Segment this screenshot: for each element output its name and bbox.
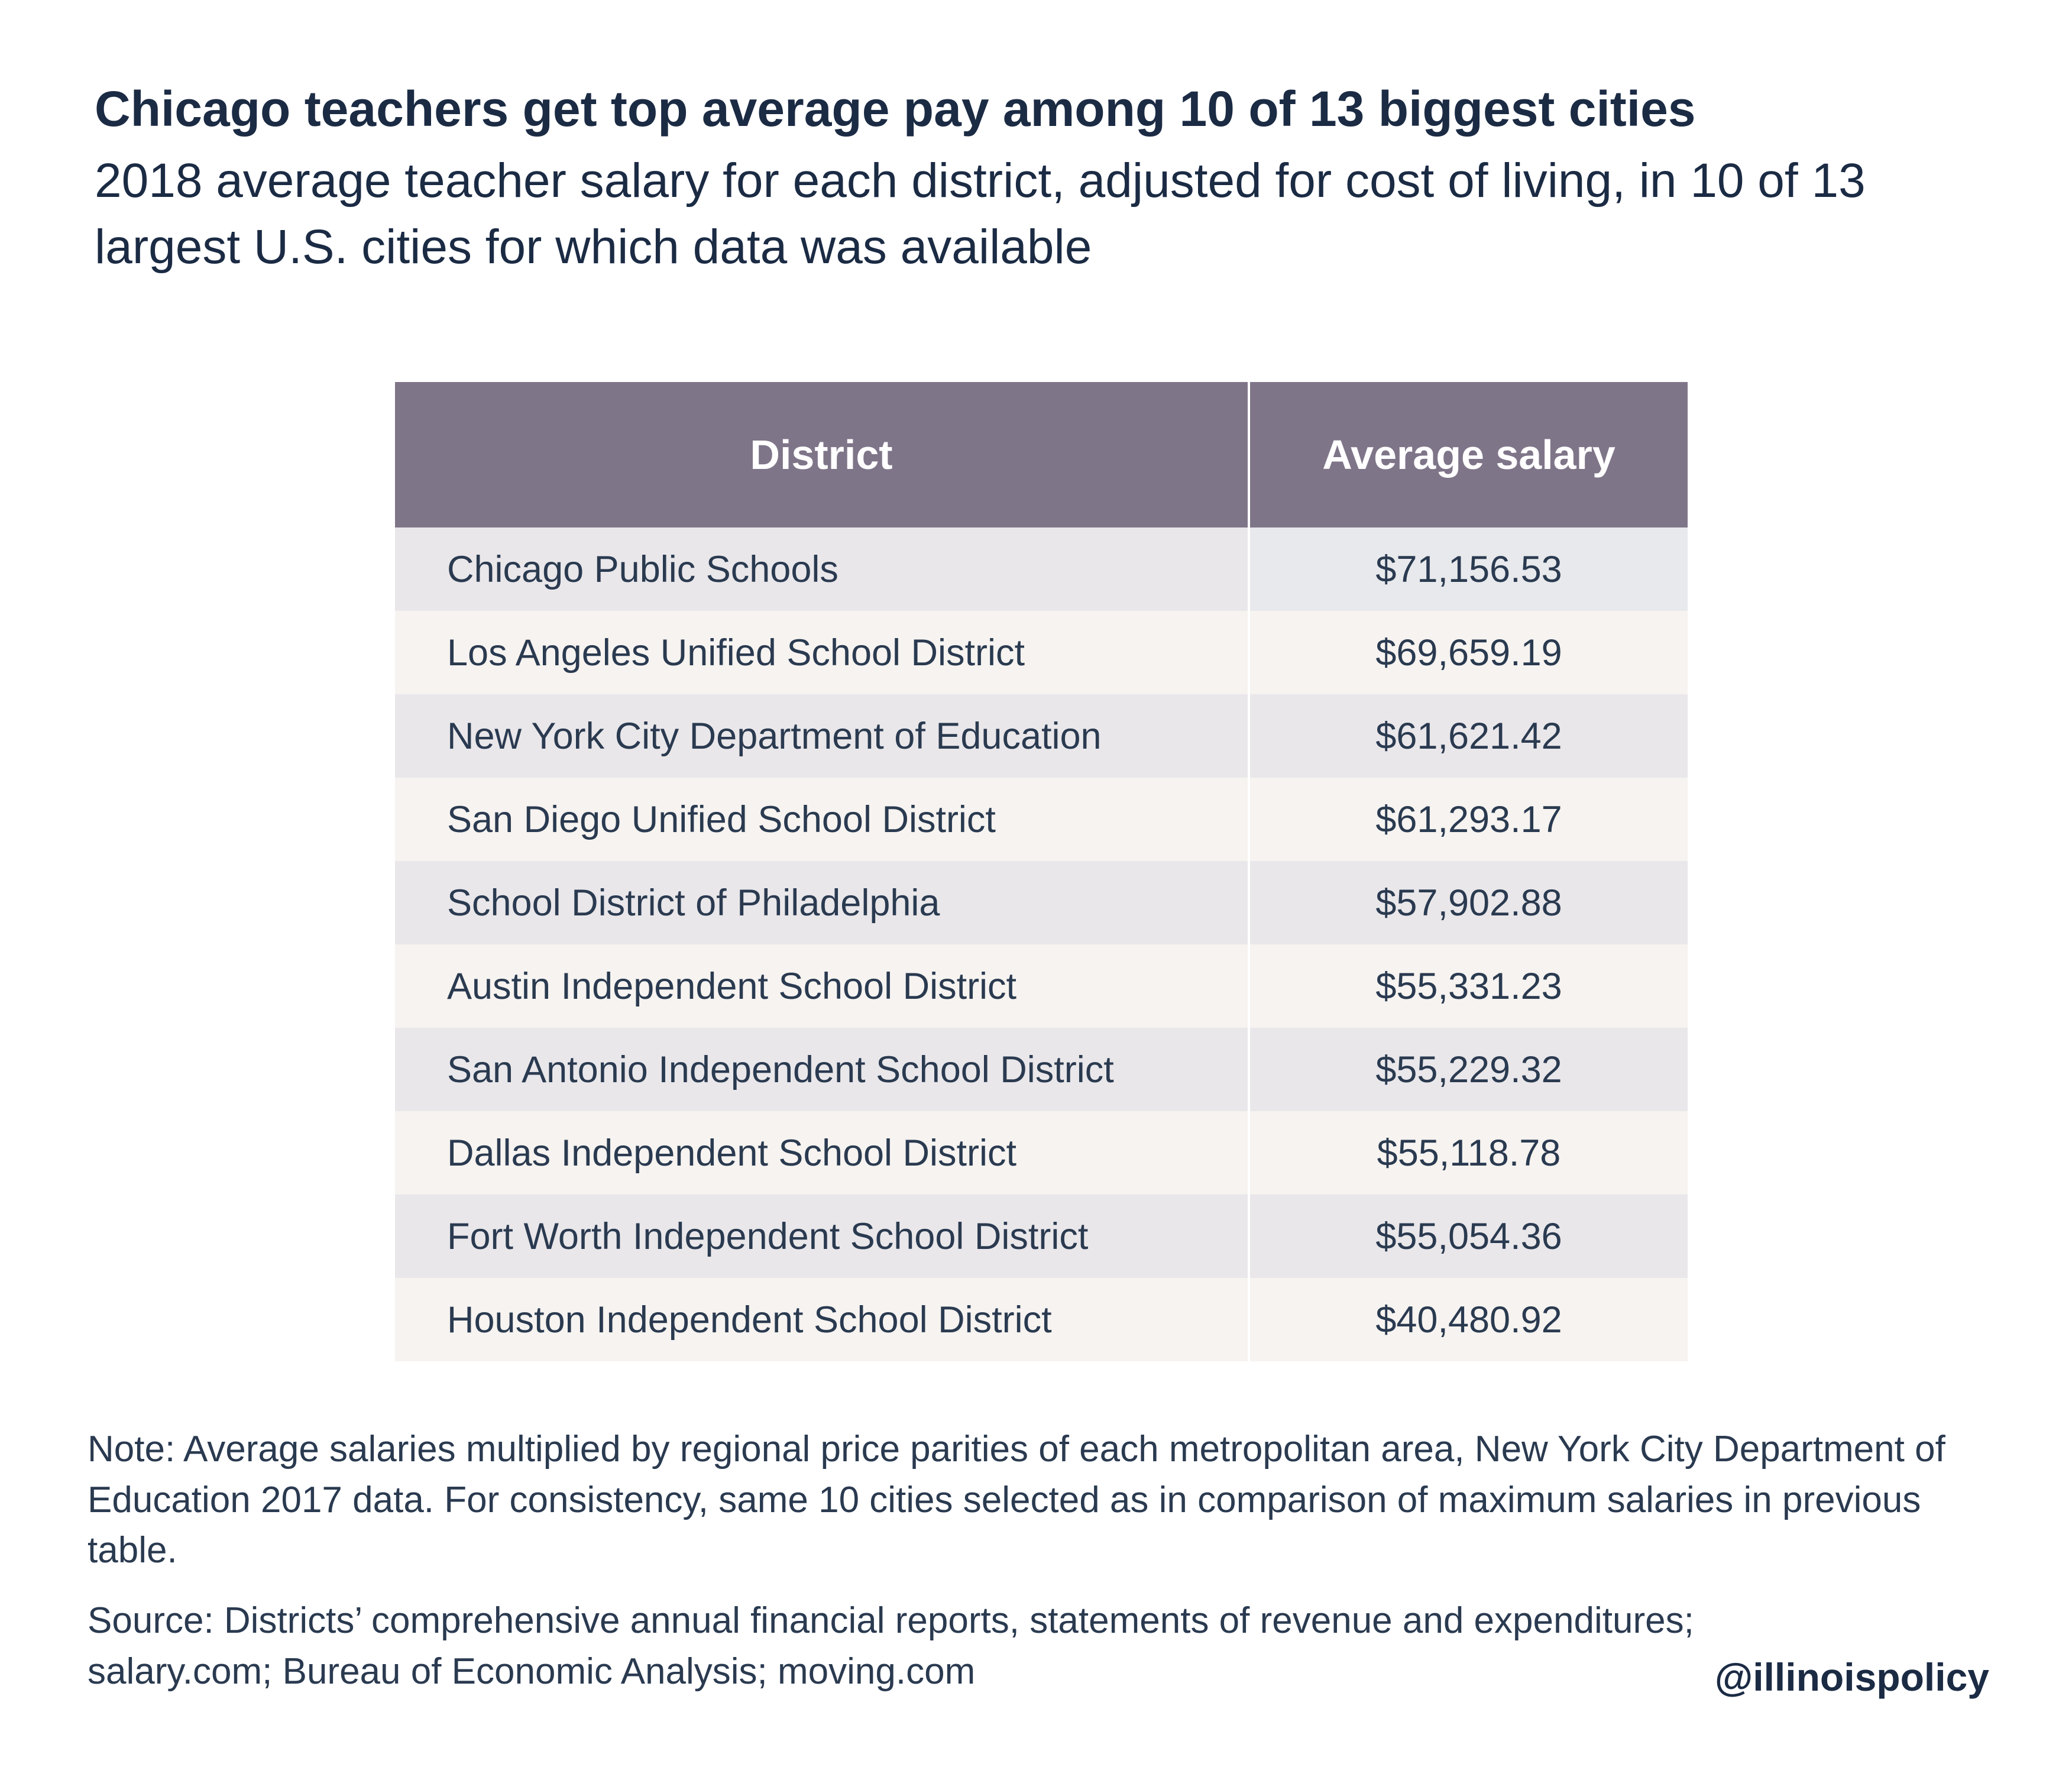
table-row [395,1195,1688,1278]
salary-cell: $55,331.23 [1249,944,1688,1028]
salary-cell: $61,621.42 [1249,694,1688,778]
table-row [395,527,1688,611]
footnote: Note: Average salaries multiplied by regional price parities of each metropolitan area, New York City Department of Education 2017 data. For consistency, same 10 cities selected as in comparison of maximum salaries in previous table. [88,1429,1945,1571]
table-body [395,527,1688,1361]
salary-cell: $69,659.19 [1249,611,1688,694]
salary-cell: $71,156.53 [1249,527,1688,611]
district-cell: Houston Independent School District [395,1278,1249,1361]
source-note: Source: Districts’ comprehensive annual financial reports, statements of revenue and expenditures; salary.com; Bureau of Economic Analysis; moving.com [88,1600,1694,1692]
salary-cell: $40,480.92 [1249,1278,1688,1361]
district-cell: New York City Department of Education [395,694,1249,778]
salary-cell: $55,229.32 [1249,1028,1688,1111]
district-cell: Dallas Independent School District [395,1111,1249,1195]
salary-table [395,382,1688,1361]
table-row [395,778,1688,861]
salary-cell: $61,293.17 [1249,778,1688,861]
district-cell: San Diego Unified School District [395,778,1249,861]
chart-title: Chicago teachers get top average pay among 10 of 13 biggest cities [95,81,1696,137]
table-row [395,1278,1688,1361]
column-header-district: District [395,382,1249,527]
table-row [395,694,1688,778]
table-row [395,611,1688,694]
table-row [395,944,1688,1028]
column-header-average-salary: Average salary [1249,382,1688,527]
salary-cell: $55,054.36 [1249,1195,1688,1278]
brand-handle: @illinoispolicy [1714,1655,1989,1699]
district-cell: San Antonio Independent School District [395,1028,1249,1111]
district-cell: Austin Independent School District [395,944,1249,1028]
district-cell: Chicago Public Schools [395,527,1249,611]
table-row [395,861,1688,944]
header-row [395,382,1688,527]
district-cell: Los Angeles Unified School District [395,611,1249,694]
district-cell: Fort Worth Independent School District [395,1195,1249,1278]
table-header [395,382,1688,527]
salary-table-container [395,382,1688,1361]
salary-cell: $55,118.78 [1249,1111,1688,1195]
salary-cell: $57,902.88 [1249,861,1688,944]
chart-subtitle: 2018 average teacher salary for each district, adjusted for cost of living, in 10 of 13 largest U.S. cities for which data was available [95,154,1866,274]
district-cell: School District of Philadelphia [395,861,1249,944]
table-row [395,1028,1688,1111]
table-row [395,1111,1688,1195]
